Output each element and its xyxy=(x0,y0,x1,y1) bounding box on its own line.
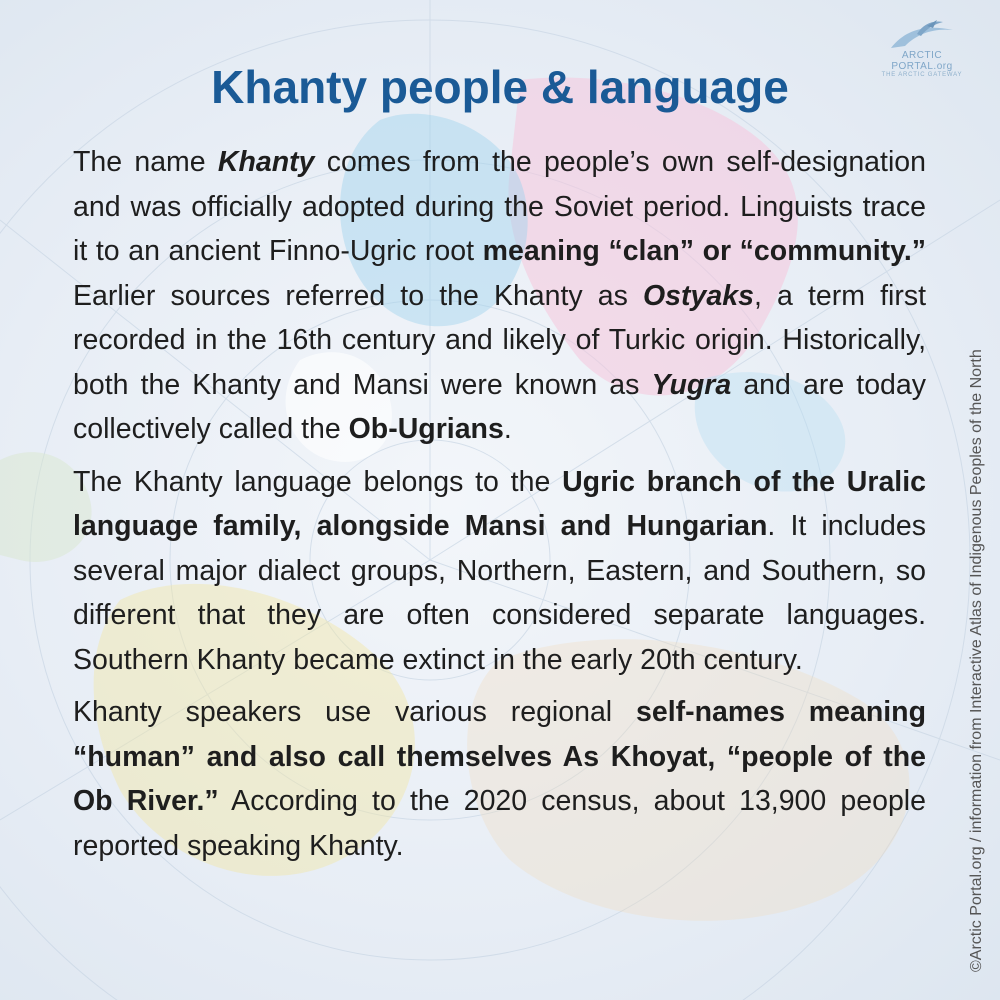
paragraph-2 xyxy=(73,460,926,683)
paragraph-3 xyxy=(73,690,926,868)
term-yugra: Yugra xyxy=(651,368,732,401)
p1-bold-meaning: meaning “clan” or “community.” xyxy=(482,235,927,267)
p1-text-1: The name xyxy=(73,146,218,178)
p1-text-2: comes from the people’s own self-designation and was officially adopted during the Soviet period. Linguists trace it to an ancient Finno-Ugric root xyxy=(73,146,926,267)
p3-text-2: According to the 2020 census, about 13,900 people reported speaking Khanty. xyxy=(73,785,926,862)
term-ostyaks: Ostyaks xyxy=(643,279,754,312)
term-ob-ugrians: Ob-Ugrians xyxy=(348,413,504,445)
main-text xyxy=(73,140,926,876)
p3-bold-self-names: self-names meaning “human” and also call themselves As Khoyat, “people of the Ob River.” xyxy=(73,696,926,817)
p1-text-4: , a term first recorded in the 16th century and likely of Turkic origin. Historically, both the Khanty and Mansi were known as xyxy=(73,279,926,401)
p1-text-5: and are today collectively called the xyxy=(73,368,926,445)
bird-logo-icon xyxy=(887,18,957,54)
credit-strip xyxy=(950,0,1000,1000)
paragraph-1 xyxy=(73,140,926,452)
p1-text-6: . xyxy=(503,413,512,445)
logo-name: ARCTIC PORTAL.org xyxy=(891,50,953,72)
p3-text-1: Khanty speakers use various regional xyxy=(73,696,637,728)
p2-bold-family: Ugric branch of the Uralic language family, alongside Mansi and Hungarian xyxy=(73,465,926,542)
page-title: Khanty people & language xyxy=(211,61,789,113)
term-khanty: Khanty xyxy=(217,146,315,178)
logo-tagline: THE ARCTIC GATEWAY xyxy=(881,72,963,78)
p2-text-2: . It includes several major dialect groups, Northern, Eastern, and Southern, so different that they are often considered separate languages. Southern Khanty became extinct in the early 20th century. xyxy=(73,510,926,676)
p2-text-1: The Khanty language belongs to the xyxy=(73,465,563,498)
p1-text-3: Earlier sources referred to the Khanty as xyxy=(73,279,644,312)
credit-text: ©Arctic Portal.org / information from Interactive Atlas of Indigenous Peoples of the North xyxy=(968,349,985,972)
